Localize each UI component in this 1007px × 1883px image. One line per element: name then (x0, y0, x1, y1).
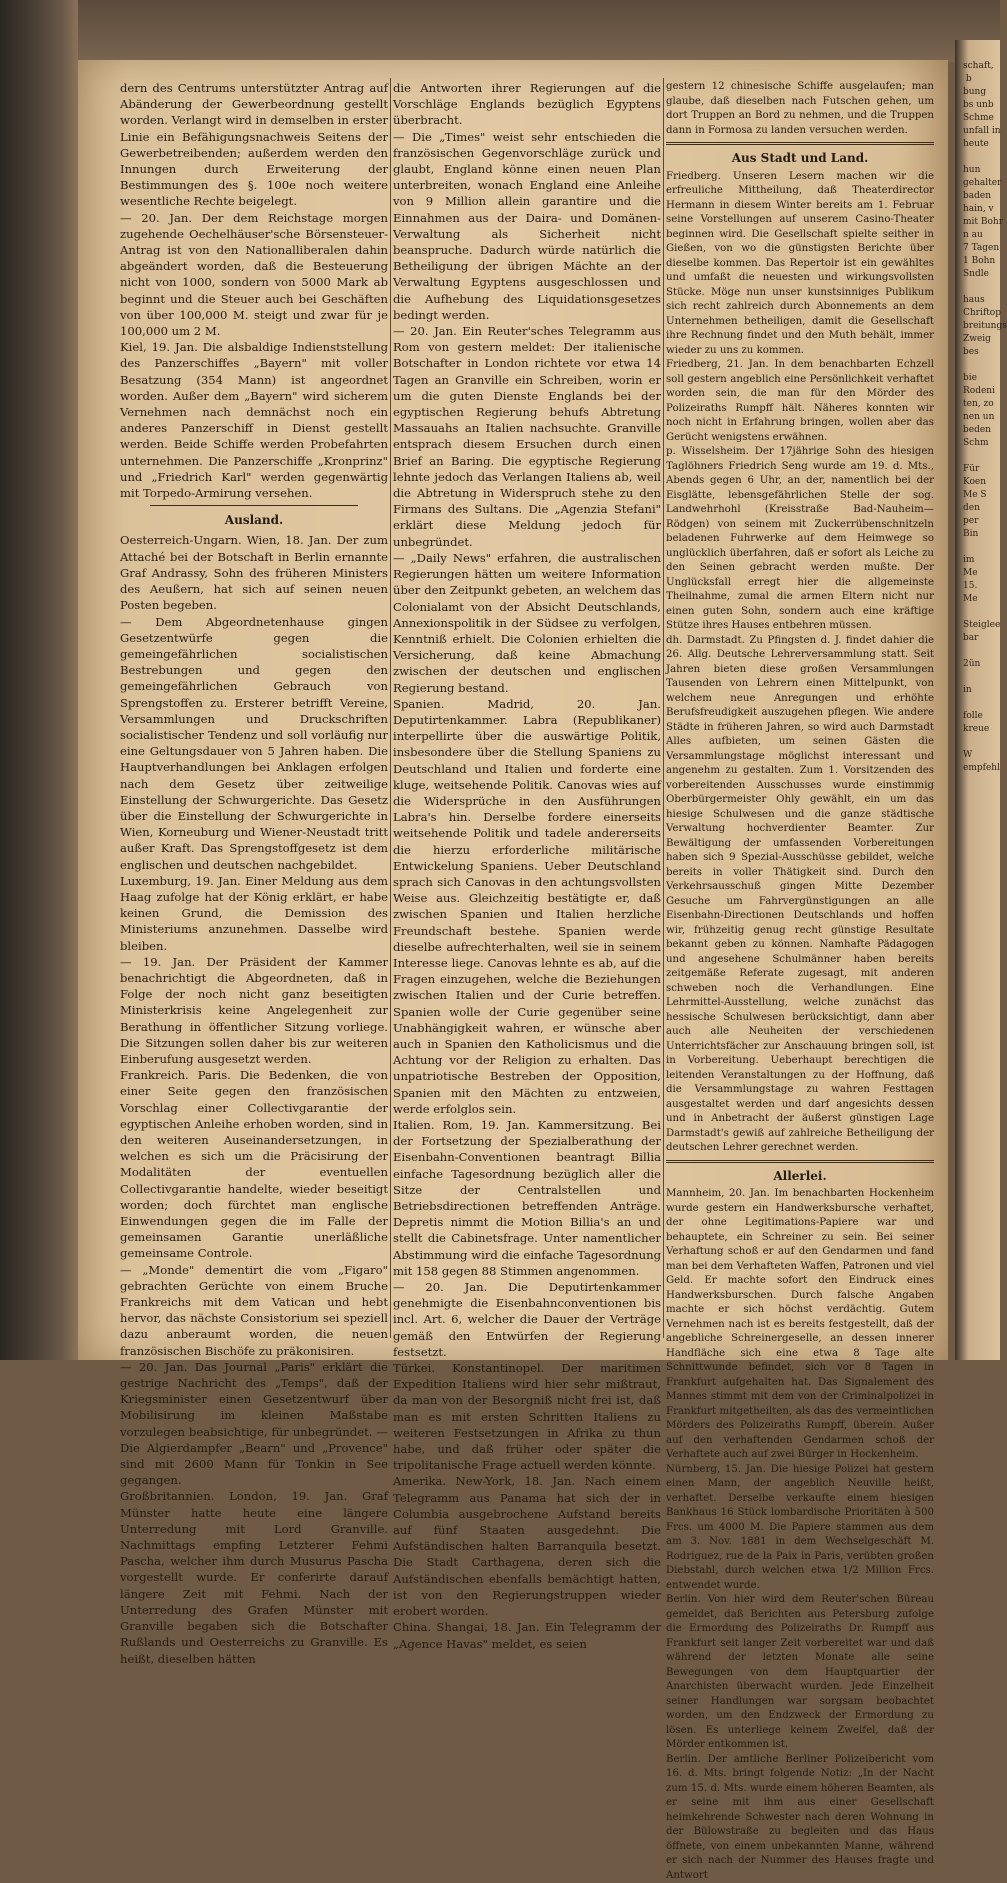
article-paragraph: Spanien. Madrid, 20. Jan. Deputirtenkammer. Labra (Republikaner) interpellirte über die auswärtige Politik, insbesondere über die Stellung Spaniens zu Deutschland und Italien und forderte eine kluge, weitsehende Politik. Canovas wies auf die Widersprüche in den Ausführungen Labra's hin. Derselbe fordere einerseits weitsehende Politik und tadele andererseits die hierzu erforderliche militärische Entwickelung Spaniens. Ueber Deutschland sprach sich Canovas in den achtungsvollsten Weise aus. Gleichzeitig bestätigte er, daß zwischen Spanien und Italien herzliche Freundschaft bestehe. Spanien werde dieselbe aufrechterhalten, weil sie in seinem Interesse liege. Canovas lehnte es ab, auf die Fragen einzugehen, welche die Beziehungen zwischen Italien und der Curie betreffen. Spanien wolle der Curie gegenüber seine Unabhängigkeit wahren, er wünsche aber auch in Spanien den Katholicismus und die Achtung vor der Religion zu erhalten. Das unpatriotische Bestreben der Opposition, Spanien mit den Mächten zu entzweien, werde erfolglos sein. (393, 696, 661, 1117)
section-heading-ausland: Ausland. (120, 512, 388, 528)
book-spine (0, 0, 78, 1360)
article-paragraph: Berlin. Der amtliche Berliner Polizeibericht vom 16. d. Mts. bringt folgende Notiz: „In der Nacht zum 15. d. Mts. wurde einem höheren Beamten, als er seine mit ihm aus einer Gesellschaft heimkehrende Schwester nach deren Wohnung in der Bülowstraße zu begleiten und das Haus öffnete, von einem unbekannten Manne, während er sich nach der Nummer des Hauses fragte und Antwort (666, 1753, 934, 1883)
article-paragraph: — 20. Jan. Die Deputirtenkammer genehmigte die Eisenbahnconventionen bis incl. Art. 6, welcher die Dauer der Verträge gemäß den Entwürfen der Regierung festsetzt. (393, 1279, 661, 1360)
section-divider (666, 1160, 934, 1163)
article-paragraph: — Die „Times" weist sehr entschieden die französischen Gegenvorschläge zurück und glaubt, England könne einen neuen Plan unterbreiten, wonach England eine Anleihe von 9 Million allein garantire und die Einnahmen aus der Daira- und Domänen-Verwaltung als Sicherheit nicht beanspruche. Dadurch würde natürlich die Betheiligung der übrigen Mächte an der Verwaltung Egyptens ausgeschlossen und die Aufhebung des Liquidationsgesetzes bedingt werden. (393, 129, 661, 323)
article-paragraph: — „Daily News" erfahren, die australischen Regierungen hätten um weitere Information über den Zeitpunkt gebeten, an welchem das Colonialamt von der Absicht Deutschlands, Annexionspolitik in der Südsee zu verfolgen, Kenntniß erhielt. Die Colonien erhielten die Versicherung, daß keine Abmachung zwischen der deutschen und englischen Regierung bestand. (393, 550, 661, 696)
article-paragraph: Kiel, 19. Jan. Die alsbaldige Indienststellung des Panzerschiffes „Bayern" mit voller Besatzung (354 Mann) ist angeordnet worden. Außer dem „Bayern" wird sicherem Vernehmen nach demnächst noch ein anderes Panzerschiff in Dienst gestellt werden. Beide Schiffe werden Probefahrten unternehmen. Die Panzerschiffe „Kronprinz" und „Friedrich Karl" werden gegenwärtig mit Torpedo-Armirung versehen. (120, 339, 388, 501)
article-paragraph: dh. Darmstadt. Zu Pfingsten d. J. findet dahier die 26. Allg. Deutsche Lehrerversammlung statt. Seit Jahren bieten diese großen Versammlungen Tausenden von Lehrern einen Mittelpunkt, von welchem neue Anregungen und erhöhte Berufsfreudigkeit auszugehen pflegen. Wie andere Städte in früheren Jahren, so wird auch Darmstadt Alles aufbieten, um seinen Gästen die Versammlungstage möglichst interessant und angenehm zu gestalten. Zum 1. Vorsitzenden des vorbereitenden Ausschusses wurde einstimmig Oberbürgermeister Ohly gewählt, ein um das hiesige Schulwesen und die ganze städtische Verwaltung hochverdienter Beamter. Zur Bewältigung der umfassenden Vorbereitungen haben sich 9 Spezial-Ausschüsse gebildet, welche bereits in voller Thätigkeit sind. Durch den Verkehrsausschuß gingen Mitte Dezember Gesuche um Fahrvergünstigungen an alle Eisenbahn-Directionen Deutschlands und hoffen wir, frühzeitig genug recht günstige Resultate bekannt geben zu können. Namhafte Pädagogen und angesehene Schulmänner haben bereits zeitgemäße Referate zugesagt, mit anderen schweben noch die Verhandlungen. Eine Lehrmittel-Ausstellung, welche zunächst das hessische Schulwesen berücksichtigt, dann aber auch alle Neuheiten der verschiedenen Unterrichtsfächer zur Anschauung bringen soll, ist in Vorbereitung. Ueberhaupt berechtigen die leitenden Veranstaltungen zu der Hoffnung, daß die Versammlungstage zu wahren Festtagen ausgestaltet werden und darf angesichts dessen und in Anbetracht der äußerst günstigen Lage Darmstadt's gewiß auf zahlreiche Betheiligung der deutschen Lehrer gerechnet werden. (666, 634, 934, 1156)
article-paragraph: — 19. Jan. Der Präsident der Kammer benachrichtigt die Abgeordneten, daß in Folge der noch nicht ganz beseitigten Ministerkrisis keine Angelegenheit zur Berathung in öffentlicher Sitzung vorliege. Die Sitzungen sollen daher bis zur weiteren Einberufung ausgesetzt werden. (120, 954, 388, 1067)
article-paragraph: Berlin. Von hier wird dem Reuter'schen Büreau gemeldet, daß Berichten aus Petersburg zufolge die Ermordung des Polizeiraths Dr. Rumpff aus Frankfurt seit langer Zeit vorbereitet war und daß während der letzten Monate alle seine Bewegungen von dem Hauptquartier der Anarchisten überwacht wurden. Jede Einzelheit seiner Handlungen war sorgsam beobachtet worden, um den Endzweck der Ermordung zu lösen. Es unterliege keinem Zweifel, daß der Mörder entkommen ist. (666, 1593, 934, 1753)
article-paragraph: die Antworten ihrer Regierungen auf die Vorschläge Englands bezüglich Egyptens überbracht. (393, 80, 661, 129)
article-paragraph: Frankreich. Paris. Die Bedenken, die von einer Seite gegen den französischen Vorschlag einer Collectivgarantie der egyptischen Anleihe erhoben worden, sind in den weiteren Auseinandersetzungen, in welchen es sich um die Präcisirung der Modalitäten der eventuellen Collectivgarantie handelte, wieder beseitigt worden; doch fürchtet man englische Einwendungen gegen die im Falle der gemeinsamen Garantie unerläßliche gemeinsame Controle. (120, 1067, 388, 1261)
article-paragraph: Italien. Rom, 19. Jan. Kammersitzung. Bei der Fortsetzung der Spezialberathung der Eisenbahn-Conventionen beantragt Billia einfache Tagesordnung bezüglich aller die Sitze der Centralstellen und Betriebsdirectionen betreffenden Anträge. Depretis nimmt die Motion Billia's an und stellt die Cabinetsfrage. Unter namentlicher Abstimmung wird die einfache Tagesordnung mit 158 gegen 88 Stimmen angenommen. (393, 1117, 661, 1279)
section-heading-stadt-und-land: Aus Stadt und Land. (666, 151, 934, 166)
section-divider (666, 142, 934, 145)
article-paragraph: — 20. Jan. Der dem Reichstage morgen zugehende Oechelhäuser'sche Börsensteuer-Antrag ist von den Nationalliberalen dahin abgeändert worden, daß die Besteuerung nicht von 1000, sondern von 5000 Mark ab beginnt und die Steuer auch bei Geschäften von über 100,000 M. steigt und zwar für je 100,000 um 2 M. (120, 210, 388, 340)
column-rule (390, 78, 391, 1338)
column-2 (393, 80, 661, 1652)
section-divider (150, 505, 358, 506)
column-3 (666, 80, 934, 1883)
column-rule (663, 78, 664, 1338)
article-paragraph: Friedberg, 21. Jan. In dem benachbarten Echzell soll gestern angeblich eine Persönlichkeit verhaftet worden sein, die man für den Mörder des Polizeiraths Rumpff hält. Näheres konnten wir noch nicht in Erfahrung bringen, wollen aber das Gerücht wenigstens erwähnen. (666, 358, 934, 445)
article-paragraph: Amerika. New-York, 18. Jan. Nach einem Telegramm aus Panama hat sich der in Columbia ausgebrochene Aufstand bereits auf fünf Staaten ausgedehnt. Die Aufständischen halten Barranquila besetzt. Die Stadt Carthagena, deren sich die Aufständischen ebenfalls bemächtigt hatten, ist von den Regierungstruppen wieder erobert worden. (393, 1473, 661, 1619)
article-paragraph: Friedberg. Unseren Lesern machen wir die erfreuliche Mittheilung, daß Theaterdirector Hermann in diesem Winter bereits am 1. Februar seine Vorstellungen auf unserem Casino-Theater beginnen wird. Die Gesellschaft spielte seither in Gießen, von wo die günstigsten Berichte über dieselbe kommen. Das Repertoir ist ein gewähltes und umfaßt die neuesten und wirkungsvollsten Stücke. Möge nun unser kunstsinniges Publikum sich recht zahlreich durch Abonnements an dem Unternehmen betheiligen, damit die Gesellschaft ihre Rechnung findet und den Muth behält, immer wieder zu uns zu kommen. (666, 170, 934, 359)
article-paragraph: Mannheim, 20. Jan. Im benachbarten Hockenheim wurde gestern ein Handwerksbursche verhaftet, der ohne Legitimations-Papiere war und behauptete, ein Schreiner zu sein. Bei seiner Verhaftung schoß er auf den Gendarmen und fand man bei dem Verhafteten Waffen, Patronen und viel Geld. Er machte sofort den Eindruck eines Handwerksburschen. Durch falsche Angaben machte er sich höchst verdächtig. Gutem Vernehmen nach ist es bereits festgestellt, daß der angebliche Schreinergeselle, an dessen innerer Handfläche sich eine etwa 8 Tage alte Schnittwunde befindet, sich vor 8 Tagen in Frankfurt aufgehalten hat. Das Signalement des Mannes stimmt mit dem von der Criminalpolizei in Frankfurt mitgetheilten, als das des vermeintlichen Mörders des Polizeiraths Rumpff, überein. Außer auf den verhaftenden Gendarmen schoß der Verhaftete auch auf zwei Bürger in Hockenheim. (666, 1187, 934, 1463)
article-paragraph: — 20. Jan. Das Journal „Paris" erklärt die gestrige Nachricht des „Temps", daß der Kriegsminister einen Gesetzentwurf über Mobilisirung im kleinen Maßstabe vorzulegen beabsichtige, für unbegründet. — Die Algierdampfer „Bearn" und „Provence" sind mit 2600 Mann für Tonkin in See gegangen. (120, 1359, 388, 1489)
article-paragraph: China. Shangai, 18. Jan. Ein Telegramm der „Agence Havas" meldet, es seien (393, 1619, 661, 1651)
adjacent-page-fragments: schaft, b bung bs unb Schme unfall in heute hun gehalter baden hain, v mit Bohr n au 7 Tagen 1 Bohn Sndle haus Chriftop breitungs Zweig bes bie Rodeni ten, zo nen un beden Schm Für Koen Me S den per Bin im Me 15. Me Steiglee bar 2ün in folle kreue W empfehl (955, 40, 1000, 775)
article-paragraph: — 20. Jan. Ein Reuter'sches Telegramm aus Rom von gestern meldet: Der italienische Botschafter in London richtete vor etwa 14 Tagen an Granville ein Schreiben, worin er um die guten Dienste Englands bei der egyptischen Regierung behufs Abtretung Massauahs an Italien nachsuchte. Granville entsprach diesem Ersuchen durch einen Brief an Baring. Die egyptische Regierung lehnte jedoch das Verlangen Italiens ab, weil die Abtretung in Widerspruch stehe zu den Firmans des Sultans. Die „Agenzia Stefani" erklärt diese Meldung jedoch für unbegründet. (393, 323, 661, 550)
article-paragraph: — Dem Abgeordnetenhause gingen Gesetzentwürfe gegen die gemeingefährlichen socialistischen Bestrebungen und gegen den gemeingefährlichen Gebrauch von Sprengstoffen zu. Ersterer betrifft Vereine, Versammlungen und Druckschriften socialistischer Tendenz und soll vorläufig nur eine Geltungsdauer von 5 Jahren haben. Die Hauptverhandlungen bei Anklagen erfolgen nach dem Gesetz über zeitweilige Einstellung der Schwurgerichte. Das Gesetz über die Einstellung der Schwurgerichte in Wien, Korneuburg und Wiener-Neustadt tritt außer Kraft. Das Sprengstoffgesetz ist dem englischen und deutschen nachgebildet. (120, 614, 388, 873)
article-paragraph: Nürnberg, 15. Jan. Die hiesige Polizei hat gestern einen Mann, der angeblich Neuville heißt, verhaftet. Derselbe verkaufte einem hiesigen Bankhaus 16 Stück lombardische Prioritäten à 500 Frcs. um 4000 M. Die Papiere stammen aus dem am 3. Nov. 1881 in dem Wechselgeschäft M. Rodriguez, rue de la Paix in Paris, verübten großen Diebstahl, durch welchen etwa 1/2 Million Frcs. entwendet wurde. (666, 1463, 934, 1594)
column-1 (120, 80, 388, 1667)
article-paragraph: gestern 12 chinesische Schiffe ausgelaufen; man glaube, daß dieselben nach Futschen gehen, um dort Truppen an Bord zu nehmen, und die Truppen dann in Formosa zu landen versuchen werden. (666, 80, 934, 138)
article-paragraph: p. Wisselsheim. Der 17jährige Sohn des hiesigen Taglöhners Friedrich Seng wurde am 19. d. Mts., Abends gegen 6 Uhr, an der, namentlich bei der Eisglätte, lebensgefährlichen Stelle der sog. Landwehrhohl (Kreisstraße Bad-Nauheim—Rödgen) von seinem mit Zuckerrübenschnitzeln beladenen Fuhrwerke auf dem Heimwege so unglücklich überfahren, daß er sofort als Leiche zu den Seinen gebracht werden mußte. Der Unglücksfall erregt hier die allgemeinste Theilnahme, zumal die armen Eltern nicht nur einen guten Sohn, sondern auch eine kräftige Stütze ihres Hauses entbehren müssen. (666, 445, 934, 634)
article-paragraph: — „Monde" dementirt die vom „Figaro" gebrachten Gerüchte von einem Bruche Frankreichs mit dem Vatican und hebt hervor, das nächste Consistorium sei speziell dazu anberaumt worden, die neuen französischen Bischöfe zu präkonisiren. (120, 1262, 388, 1359)
article-paragraph: Oesterreich-Ungarn. Wien, 18. Jan. Der zum Attaché bei der Botschaft in Berlin ernannte Graf Andrassy, Sohn des früheren Ministers des Aeußern, hat sich auf seinen neuen Posten begeben. (120, 532, 388, 613)
section-heading-allerlei: Allerlei. (666, 1169, 934, 1184)
article-paragraph: dern des Centrums unterstützter Antrag auf Abänderung der Gewerbeordnung gestellt worden. Verlangt wird in demselben in erster Linie ein Befähigungsnachweis Seitens der Gewerbetreibenden; außerdem werden den Innungen durch Erweiterung der Bestimmungen des §. 100e noch weitere wesentliche Rechte beigelegt. (120, 80, 388, 210)
background-top (0, 0, 1000, 62)
article-paragraph: Luxemburg, 19. Jan. Einer Meldung aus dem Haag zufolge hat der König erklärt, er habe keinen Grund, die Demission des Ministeriums anzunehmen. Dasselbe wird bleiben. (120, 873, 388, 954)
article-paragraph: Großbritannien. London, 19. Jan. Graf Münster hatte heute eine längere Unterredung mit Lord Granville. Nachmittags empfing Letzterer Fehmi Pascha, welcher ihm durch Musurus Pascha vorgestellt wurde. Er conferirte darauf längere Zeit mit Fehmi. Nach der Unterredung des Grafen Münster mit Granville begaben sich die Botschafter Rußlands und Oesterreichs zu Granville. Es heißt, dieselben hätten (120, 1488, 388, 1666)
adjacent-page-edge (955, 40, 1000, 1360)
article-paragraph: Türkei. Konstantinopel. Der maritimen Expedition Italiens wird hier sehr mißtraut, da man von der Besorgniß nicht frei ist, daß man es mit ersten Schritten Italiens zu weiteren Festsetzungen in Afrika zu thun habe, und daß früher oder später die tripolitanische Frage actuell werden könnte. (393, 1360, 661, 1473)
